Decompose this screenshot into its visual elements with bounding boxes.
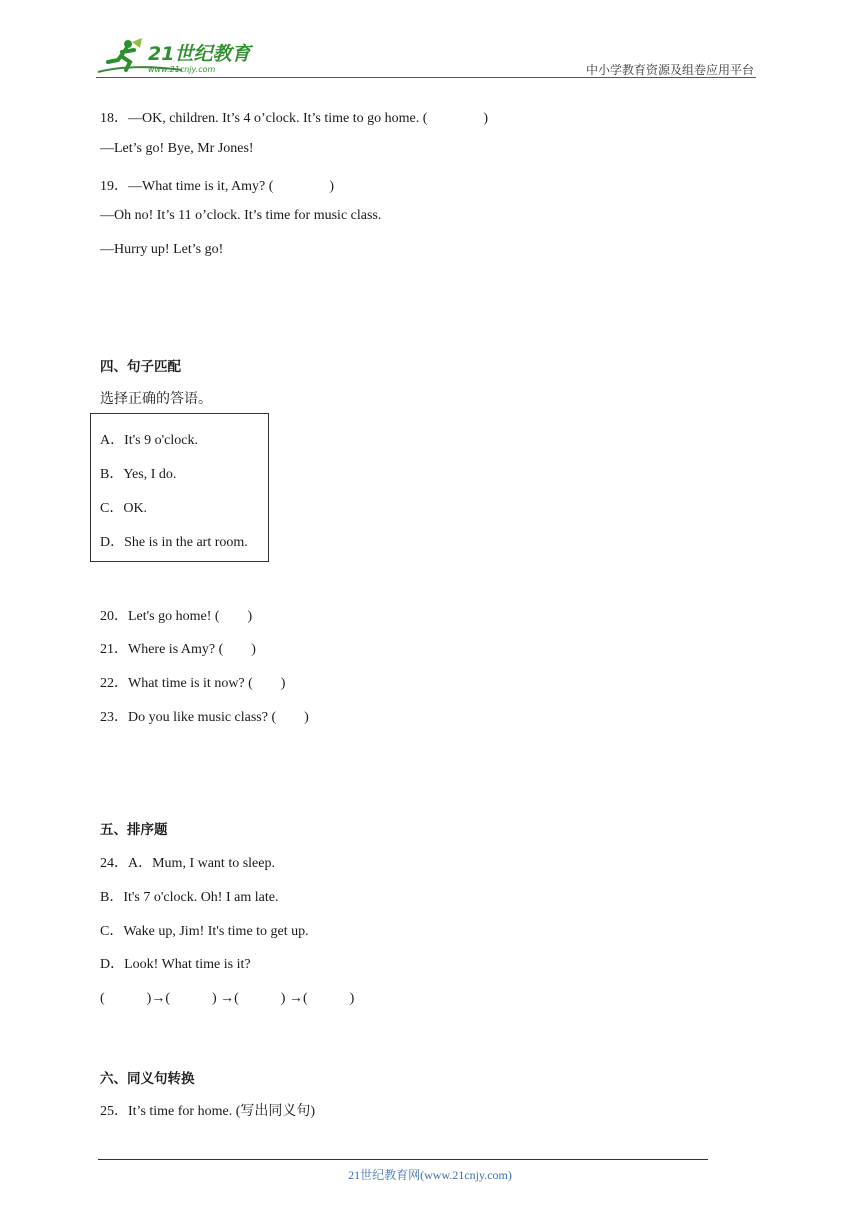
question-21: 21．Where is Amy? ( ) — [100, 642, 256, 657]
question-20: 20．Let's go home! ( ) — [100, 609, 253, 624]
svg-text:21世纪教育: 21世纪教育 — [148, 43, 251, 65]
question-18-reply: —Let’s go! Bye, Mr Jones! — [100, 141, 254, 156]
question-19-reply-2: —Hurry up! Let’s go! — [100, 242, 224, 257]
option-b: B．Yes, I do. — [100, 467, 177, 482]
question-23: 23．Do you like music class? ( ) — [100, 710, 309, 725]
option-d: D．She is in the art room. — [100, 535, 248, 550]
header-divider — [96, 77, 756, 78]
svg-text:www.21cnjy.com: www.21cnjy.com — [148, 65, 216, 74]
answer-options-box — [90, 413, 269, 562]
footer-divider — [98, 1159, 708, 1160]
option-a: A．It's 9 o'clock. — [100, 433, 198, 448]
question-18: 18．—OK, children. It’s 4 o’clock. It’s time to go home. ( ) — [100, 111, 489, 126]
site-logo — [92, 36, 262, 78]
section-4-title: 四、句子匹配 — [100, 359, 181, 375]
question-19-reply-1: —Oh no! It’s 11 o’clock. It’s time for music class. — [100, 208, 382, 223]
question-19: 19．—What time is it, Amy? ( ) — [100, 179, 335, 194]
section-6-title: 六、同义句转换 — [100, 1071, 195, 1087]
section-5-title: 五、排序题 — [100, 822, 168, 838]
question-22: 22．What time is it now? ( ) — [100, 676, 286, 691]
option-c: C．OK. — [100, 501, 148, 516]
sort-item-a: 24．A．Mum, I want to sleep. — [100, 856, 275, 871]
footer-text: 21世纪教育网(www.21cnjy.com) — [348, 1168, 512, 1182]
question-25: 25．It’s time for home. (写出同义句) — [100, 1104, 316, 1119]
runner-logo-icon — [92, 36, 262, 78]
sort-item-d: D．Look! What time is it? — [100, 957, 251, 972]
section-4-instruction: 选择正确的答语。 — [100, 392, 212, 407]
platform-name: 中小学教育资源及组卷应用平台 — [585, 63, 754, 77]
sort-answer-line: ( )→( ) →( ) →( ) — [100, 991, 355, 1006]
sort-item-c: C．Wake up, Jim! It's time to get up. — [100, 924, 309, 939]
sort-item-b: B．It's 7 o'clock. Oh! I am late. — [100, 890, 279, 905]
